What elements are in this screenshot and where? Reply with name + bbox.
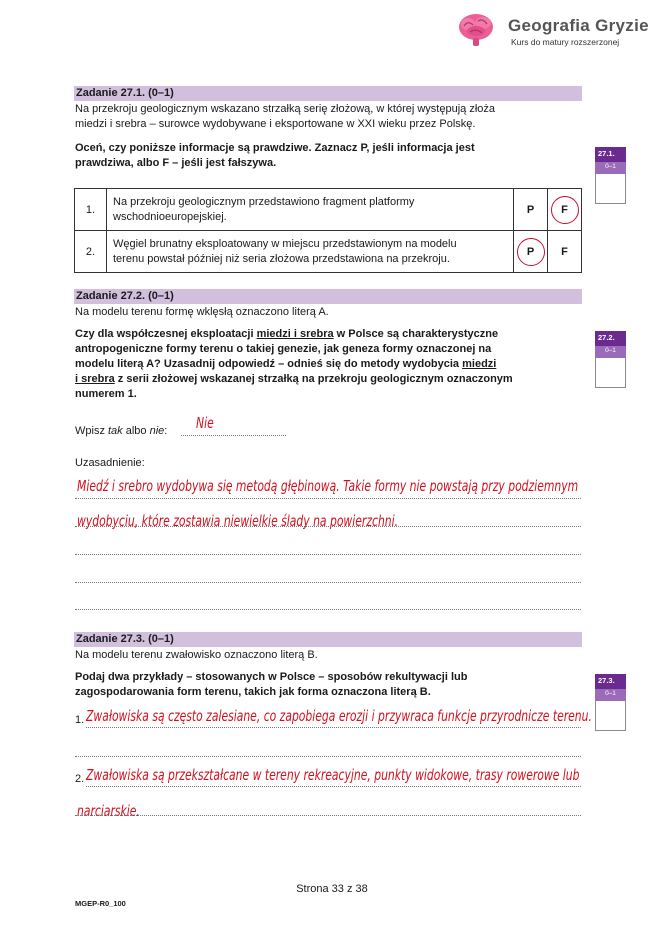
text-fragment: albo xyxy=(122,425,150,437)
answer-line[interactable] xyxy=(75,609,581,610)
option-f[interactable] xyxy=(548,231,582,273)
score-label: 27.3. xyxy=(595,674,626,689)
option-label: F xyxy=(561,203,568,216)
answer-line[interactable] xyxy=(75,815,581,816)
list-number-2: 2. xyxy=(75,773,85,785)
answer-line[interactable] xyxy=(75,582,581,583)
row-number: 2. xyxy=(75,231,107,273)
task-heading-27-1: Zadanie 27.1. (0–1) xyxy=(74,86,582,101)
text-fragment: w Polsce są charakterystyczne xyxy=(333,328,499,340)
brand-title: Geografia Gryzie xyxy=(508,16,649,35)
option-label: F xyxy=(561,245,568,258)
task2-intro: Na modelu terenu formę wklęsłą oznaczono literą A. xyxy=(75,306,329,318)
score-field[interactable] xyxy=(595,358,626,388)
statement xyxy=(107,231,514,273)
document-code: MGEP-R0_100 xyxy=(75,899,126,908)
score-box-27-3 xyxy=(595,674,626,731)
answer-line[interactable] xyxy=(75,498,581,499)
task1-instruction-line1: Oceń, czy poniższe informacje są prawdziwe. Zaznacz P, jeśli informacja jest xyxy=(75,142,475,154)
handwritten-answer: Nie xyxy=(196,414,214,432)
answer-line[interactable] xyxy=(86,727,581,728)
text-fragment: Czy dla współczesnej eksploatacji xyxy=(75,328,257,340)
statement-line: Na przekroju geologicznym przedstawiono fragment platformy xyxy=(113,195,415,208)
statement-line: terenu powstał później niż seria złożowa przedstawiona na przekroju. xyxy=(113,252,450,265)
score-field[interactable] xyxy=(595,701,626,731)
score-range: 0–1 xyxy=(595,689,626,701)
score-label: 27.2. xyxy=(595,331,626,346)
statement xyxy=(107,189,514,231)
answer-prompt xyxy=(75,424,167,439)
task3-intro: Na modelu terenu zwałowisko oznaczono literą B. xyxy=(75,649,318,661)
task1-intro-line1: Na przekroju geologicznym wskazano strzałką serię złożową, w której występują złoża xyxy=(75,103,496,115)
text-fragment: modelu literą A? Uzasadnij odpowiedź – odnieś się do metody wydobycia xyxy=(75,358,463,370)
answer-line[interactable] xyxy=(75,526,581,527)
answer-line[interactable] xyxy=(75,554,581,555)
handwritten-example-1: Zwałowiska są często zalesiane, co zapobiega erozji i przywraca funkcje przyrodnicze terenu. xyxy=(86,707,592,725)
task-heading-27-3: Zadanie 27.3. (0–1) xyxy=(74,632,582,647)
score-box-27-1 xyxy=(595,147,626,204)
score-field[interactable] xyxy=(595,174,626,204)
text-fragment: tak xyxy=(108,425,123,437)
task1-instruction-line2: prawdziwa, albo F – jeśli jest fałszywa. xyxy=(75,157,277,169)
statement-line: Węgiel brunatny eksploatowany w miejscu przedstawionym na modelu xyxy=(113,237,457,250)
task-heading-27-2: Zadanie 27.2. (0–1) xyxy=(74,289,582,304)
row-number: 1. xyxy=(75,189,107,231)
handwritten-example-2-line2: narciarskie. xyxy=(77,802,140,820)
true-false-table xyxy=(74,188,582,273)
option-p[interactable] xyxy=(514,231,548,273)
score-box-27-2 xyxy=(595,331,626,388)
text-fragment: z serii złożowej wskazanej strzałką na przekroju geologicznym oznaczonym xyxy=(114,373,513,385)
score-label: 27.1. xyxy=(595,147,626,162)
option-f[interactable] xyxy=(548,189,582,231)
table-row xyxy=(75,189,582,231)
brain-icon xyxy=(456,12,496,48)
option-label: P xyxy=(526,245,535,258)
text-fragment: : xyxy=(164,425,168,437)
option-p[interactable] xyxy=(514,189,548,231)
justification-label: Uzasadnienie: xyxy=(75,457,145,469)
task2-question-line3 xyxy=(75,357,583,372)
brand-subtitle: Kurs do matury rozszerzonej xyxy=(511,37,620,47)
task2-question-line4 xyxy=(75,372,583,387)
score-range: 0–1 xyxy=(595,346,626,358)
brand-logo xyxy=(456,12,656,54)
table-row xyxy=(75,231,582,273)
task3-question-line1: Podaj dwa przykłady – stosowanych w Polsce – sposobów rekultywacji lub xyxy=(75,671,468,683)
task2-question-line2: antropogeniczne formy terenu o takiej genezie, jak geneza formy oznaczonej na xyxy=(75,343,492,355)
page-number: Strona 33 z 38 xyxy=(296,883,368,895)
text-fragment: miedzi i srebra xyxy=(256,328,334,340)
score-range: 0–1 xyxy=(595,162,626,174)
task1-intro-line2: miedzi i srebra – surowce wydobywane i eksportowane w XXI wieku przez Polskę. xyxy=(75,118,476,130)
answer-line[interactable] xyxy=(75,756,581,757)
task3-question-line2: zagospodarowania form terenu, takich jak forma oznaczona literą B. xyxy=(75,686,431,698)
statement-line: wschodnioeuropejskiej. xyxy=(113,210,227,223)
text-fragment: i srebra xyxy=(75,373,115,385)
option-label: P xyxy=(526,203,535,216)
handwritten-justification-line2: wydobyciu, które zostawia niewielkie ślady na powierzchni. xyxy=(77,512,399,530)
answer-line[interactable] xyxy=(86,786,581,787)
text-fragment: nie xyxy=(149,425,165,437)
handwritten-example-2-line1: Zwałowiska są przekształcane w tereny rekreacyjne, punkty widokowe, trasy rowerowe lub xyxy=(86,766,580,784)
text-fragment: miedzi xyxy=(462,358,497,370)
text-fragment: Wpisz xyxy=(75,425,108,437)
answer-line[interactable] xyxy=(181,435,286,436)
task2-question-line5: numerem 1. xyxy=(75,388,137,400)
handwritten-justification-line1: Miedź i srebro wydobywa się metodą głębinową. Takie formy nie powstają przy podziemnym xyxy=(77,477,579,495)
task2-question-line1 xyxy=(75,327,583,342)
list-number-1: 1. xyxy=(75,714,85,726)
